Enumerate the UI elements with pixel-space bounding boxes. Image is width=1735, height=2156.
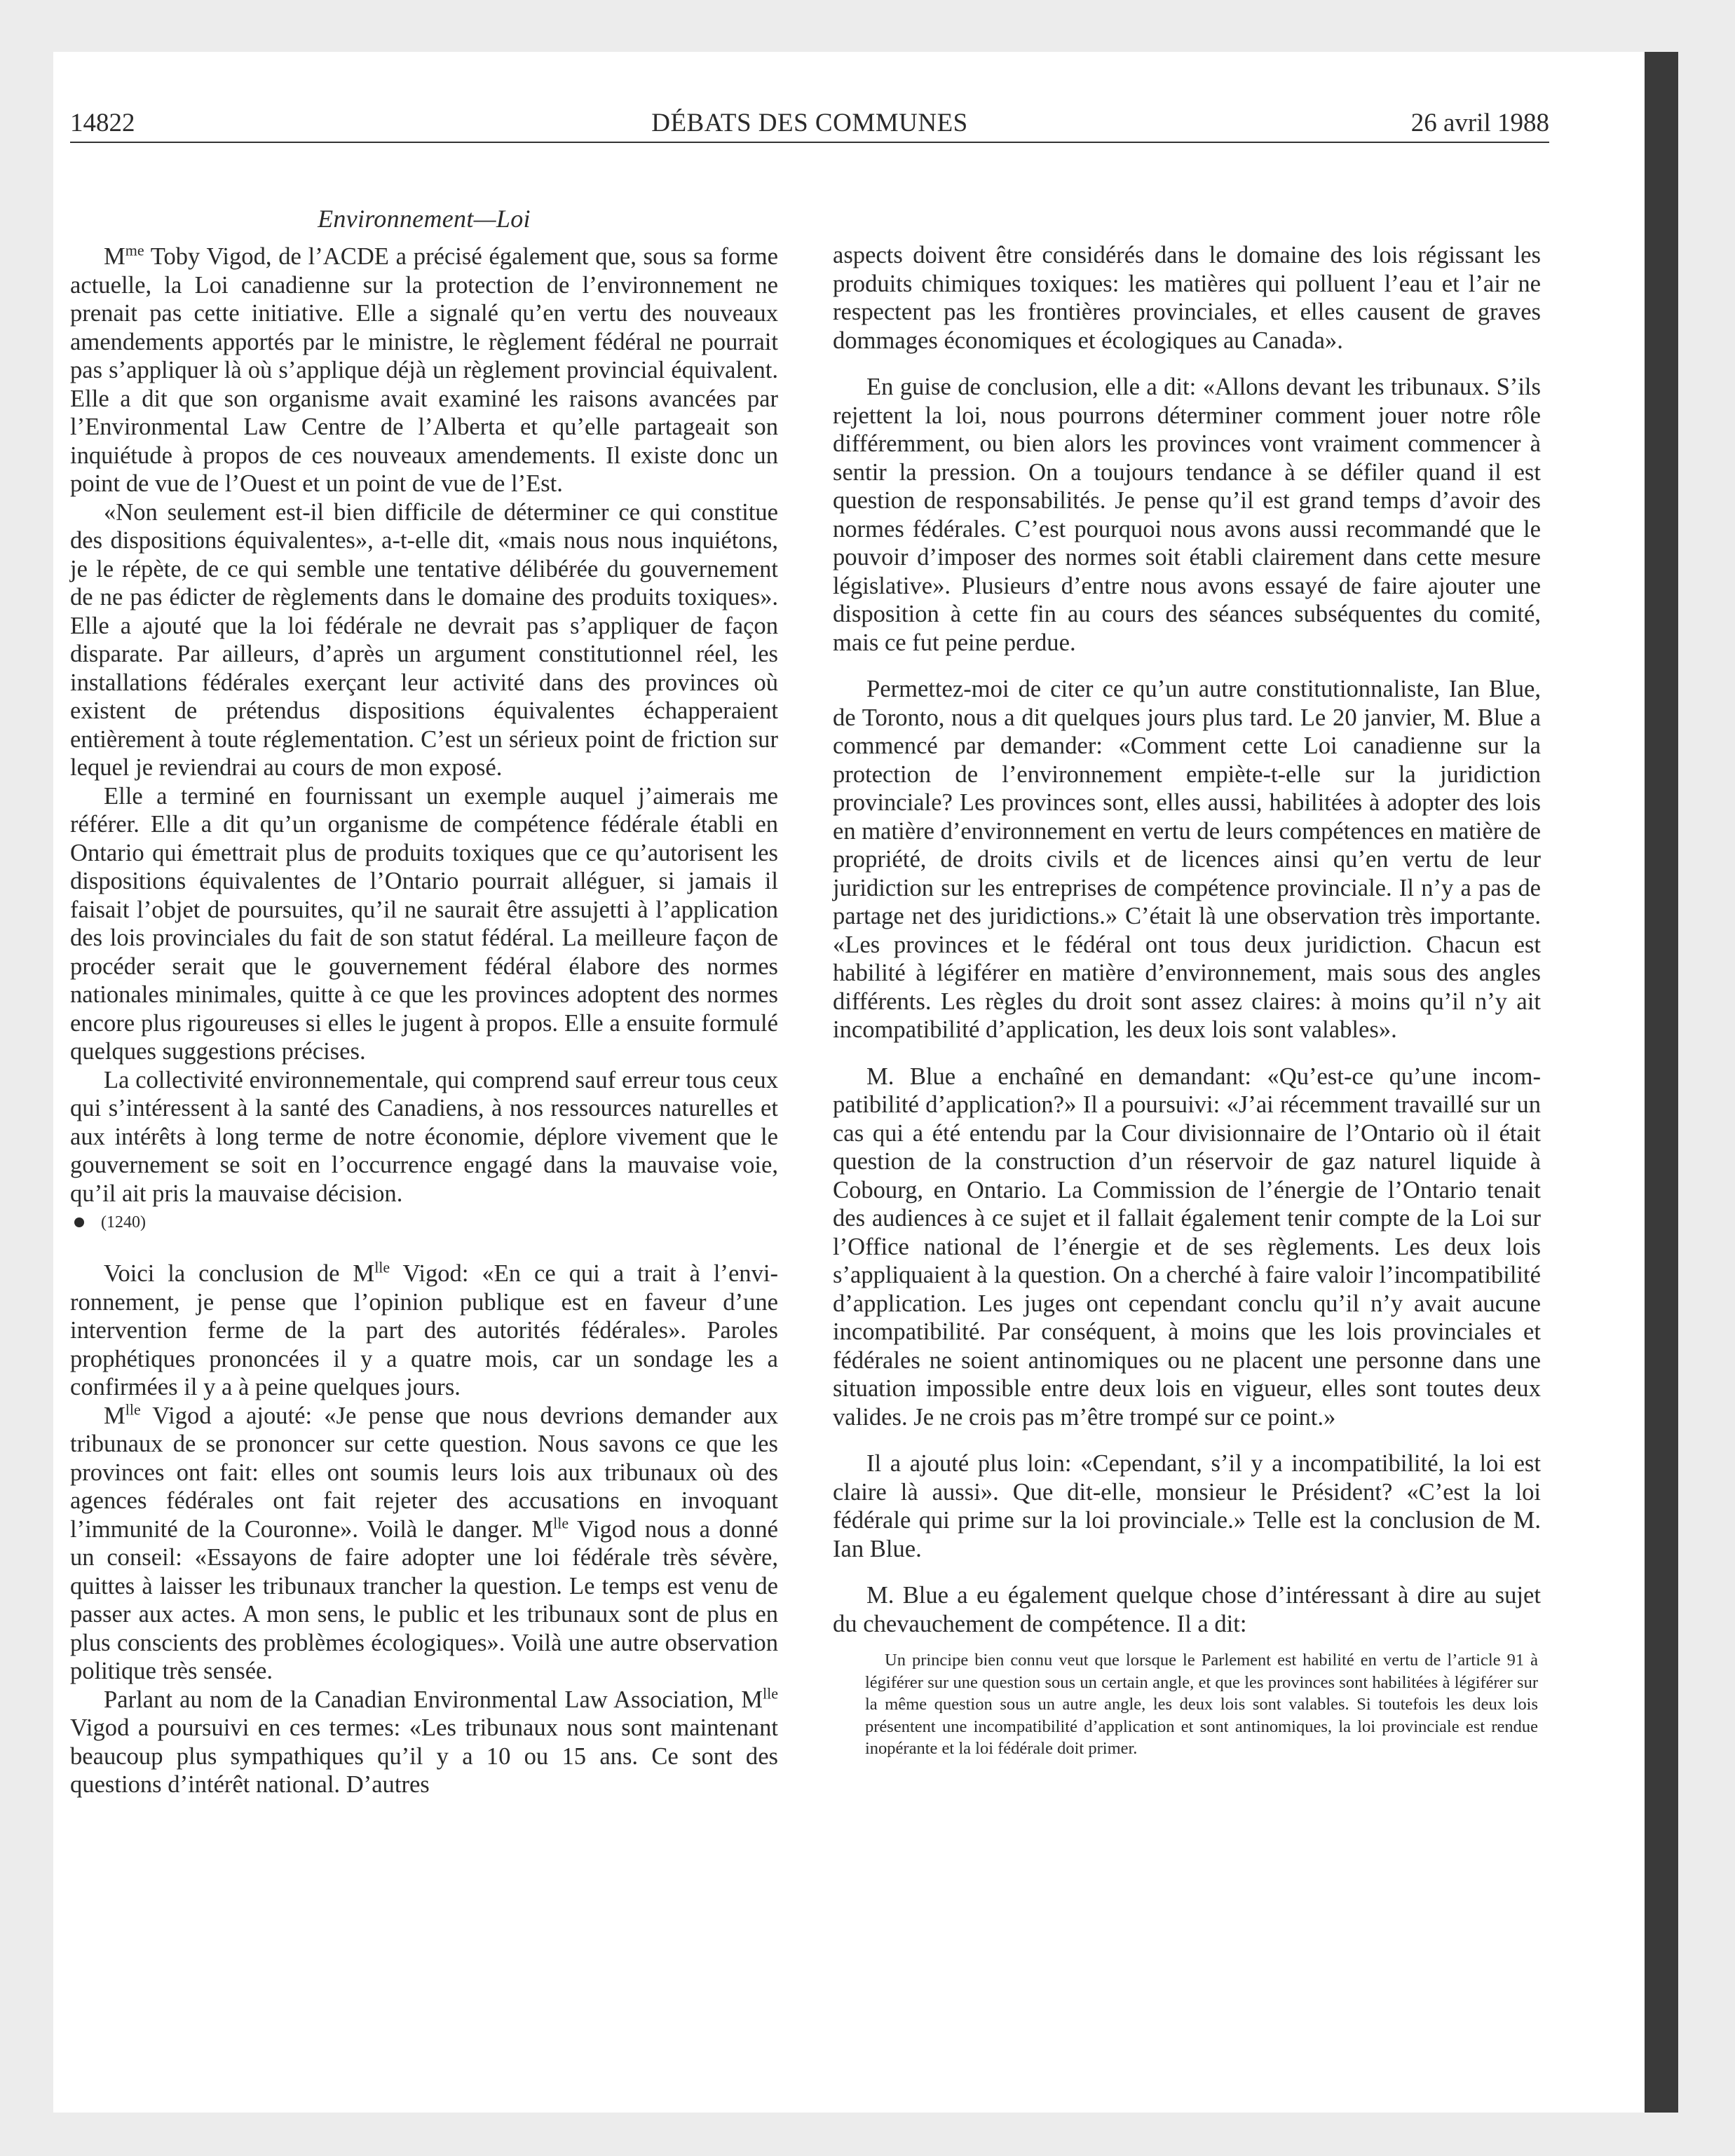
- page-number: 14822: [70, 109, 135, 137]
- publication-date: 26 avril 1988: [1410, 109, 1549, 137]
- time-marker: [70, 1210, 778, 1234]
- paragraph: $M^{lle}$ Vigod a ajouté: «Je pense que nous devrions demander aux tribunaux de se prononcer sur cette question. Nous savons ce que les provinces ont fait: elles ont soumis leurs lois aux tribunaux où des agences fédérales ont fait rejeter des accusations en invoquant l’immunité de la Couronne». Voilà le danger. $M^{lle}$ Vigod nous a donné un conseil: «Essayons de faire adopter une loi fédérale très sévère, quittes à laisser les tribunaux trancher la question. Le temps est venu de passer aux actes. A mon sens, le public et les tribunaux sont de plus en plus conscients des problèmes écologiques». Voilà une autre observation politique très sensée.: [70, 1400, 778, 1684]
- paragraph: Il a ajouté plus loin: «Cependant, s’il y a incompatibilité, la loi est claire là aussi». Que dit-elle, monsieur le Président? «C’est la loi fédérale qui prime sur la loi provinciale.» Telle est la conclusion de M. Ian Blue.: [833, 1450, 1541, 1562]
- paragraph: Parlant au nom de la Canadian Environmental Law Association, $M^{lle}$ Vigod a poursuivi en ces termes: «Les tribunaux nous sont maintenant beaucoup plus sympathiques qu’il y a 10 ou 15 ans. Ce sont des questions d’intérêt national. D’autres: [70, 1684, 778, 1798]
- timestamp: (1240): [101, 1213, 146, 1231]
- binding-edge: [1645, 52, 1678, 2113]
- paragraph: $M^{me}$ Toby Vigod, de l’ACDE a précisé également que, sous sa forme actuelle, la Loi canadienne sur la protection de l’environnement ne prenait pas cette initiative. Elle a signalé qu’en vertu des nouveaux amendements apportés par le ministre, le règlement fédéral ne pourrait pas s’appliquer là où s’applique déjà un règlement provincial équivalent. Elle a dit que son organisme avait examiné les raisons avancées par l’Environmental Law Centre de l’Alberta et qu’elle partageait son inquiétude à propos de ces nouveaux amendements. Il existe donc un point de vue de l’Ouest et un point de vue de l’Est.: [70, 241, 778, 497]
- paragraph: «Non seulement est-il bien difficile de déterminer ce qui constitue des dispositions équivalentes», a-t-elle dit, «mais nous nous inquiétons, je le répète, de ce qui semble une tentative délibérée du gouvernement de ne pas édicter de règlements dans le domaine des produits toxiques». Elle a ajouté que la loi fédérale ne devrait pas s’appliquer de façon disparate. Par ailleurs, d’après un argument constitutionnel réel, les installations fédérales exerçant leur activité dans des provinces où existent de prétendus dispositions équivalentes échapperaient entièrement à toute réglementation. C’est un sérieux point de friction sur lequel je reviendrai au cours de mon exposé.: [70, 498, 778, 781]
- paragraph: Permettez-moi de citer ce qu’un autre constitutionnaliste, Ian Blue, de Toronto, nous a dit quelques jours plus tard. Le 20 janvier, M. Blue a commencé par demander: «Comment cette Loi canadienne sur la protection de l’environnement empiète-t-elle sur la juridiction provinciale? Les provinces sont, elles aussi, habilitées à adopter des lois en matière d’environnement en vertu de leurs compétences en matière de propriété, de droits civils et de licences ainsi qu’en vertu de leur juridiction sur les entreprises de compétence provinciale. Il n’y a pas de partage net des juridictions.» C’était là une observation très importante. «Les provinces et le fédéral ont tous deux juridiction. Chacun est habilité à légiférer en matière d’environnement, mais sous des angles différents. Les règles du droit sont assez claires: à moins qu’il n’y ait incompatibilité d’application, les deux lois sont valables».: [833, 676, 1541, 1043]
- publication-title: DÉBATS DES COMMUNES: [651, 109, 968, 137]
- block-quote: Un principe bien connu veut que lorsque le Parlement est habilité en vertu de l’article 91 à légiférer sur une question sous un certain angle, et que les provinces sont habilitées à légiférer sur la même question sous un autre angle, les deux lois sont valables. Si toutefois les deux lois présentent une incompatibilité d’application et sont antinomiques, la loi provinciale est rendue inopérante et la loi fédérale doit primer.: [865, 1651, 1538, 1758]
- section-title: Environnement—Loi: [318, 205, 531, 233]
- paragraph: Elle a terminé en fournissant un exemple auquel j’aimerais me référer. Elle a dit qu’un organisme de compétence fédérale établi en Ontario qui émettrait plus de produits toxiques que ce qu’autorisent les dispositions équivalentes de l’Ontario pourrait alléguer, si jamais il faisait l’objet de poursuites, qu’il ne saurait être assujetti à l’application des lois provinciales du fait de son statut fédéral. La meilleure façon de procéder serait que le gouvernement fédéral élabore des normes nationales minimales, quitte à ce que les provinces adoptent des normes encore plus rigoureuses si elles le jugent à propos. Elle a ensuite formulé quelques suggestions précises.: [70, 782, 778, 1065]
- left-column: [70, 200, 778, 1799]
- paragraph: aspects doivent être considérés dans le domaine des lois régissant les produits chimiques toxiques: les matières qui polluent l’eau et l’air ne respectent pas les frontières provinciales, et elles causent de graves dommages économiques et écologiques au Canada».: [833, 242, 1541, 354]
- paragraph: M. Blue a enchaîné en demandant: «Qu’est-ce qu’une incompatibilité d’application?» Il a poursuivi: «J’ai récemment travaillé sur un cas qui a été entendu par la Cour divisionnaire de l’Ontario où il était question de la construction d’un réservoir de gaz naturel liquide à Cobourg, en Ontario. La Commission de l’énergie de l’Ontario tenait des audiences à ce sujet et il fallait également tenir compte de la Loi sur l’Office national de l’énergie et de ses règlements. Les deux lois s’appliquaient à la question. On a cherché à faire valoir l’incompatibilité d’application. Les juges ont cependant conclu qu’il n’y avait aucune incompatibilité. Par conséquent, à moins que les lois provinciales et fédérales ne soient antinomiques ou ne placent une personne dans une situation impossible entre deux lois en vigueur, elles sont toutes deux valides. Je ne crois pas m’être trompé sur ce point.»: [833, 1063, 1541, 1431]
- paragraph: M. Blue a eu également quelque chose d’intéressant à dire au sujet du chevauchement de compétence. Il a dit:: [833, 1582, 1541, 1637]
- right-column: [833, 241, 1541, 1760]
- paragraph: Voici la conclusion de $M^{lle}$ Vigod: «En ce qui a trait à l’environnement, je pense que l’opinion publique est en faveur d’une intervention ferme de la part des autorités fédérales». Paroles prophétiques prononcées il y a quatre mois, car un sondage les a confirmées il y a à peine quelques jours.: [70, 1258, 778, 1400]
- paragraph: En guise de conclusion, elle a dit: «Allons devant les tribunaux. S’ils rejettent la loi, nous pourrons déterminer comment jouer notre rôle différemment, ou bien alors les provinces vont vraiment commencer à sentir la pression. On a toujours tendance à se défiler quand il est question de responsabilités. Je pense qu’il est grand temps d’avoir des normes fédérales. C’est pourquoi nous avons aussi recommandé que le pouvoir d’imposer des normes soit établi clairement dans cette mesure législative». Plusieurs d’entre nous avons essayé de faire ajouter une disposition à cette fin au cours des séances subséquentes du comité, mais ce fut peine perdue.: [833, 374, 1541, 656]
- page-header: [70, 105, 1549, 143]
- bullet-icon: [74, 1217, 84, 1227]
- paragraph: La collectivité environnementale, qui comprend sauf erreur tous ceux qui s’intéressent à la santé des Canadiens, à nos ressources naturelles et aux intérêts à long terme de notre économie, déplore vivement que le gouvernement se soit en l’occurrence engagé dans la mauvaise voie, qu’il ait pris la mauvaise décision.: [70, 1066, 778, 1207]
